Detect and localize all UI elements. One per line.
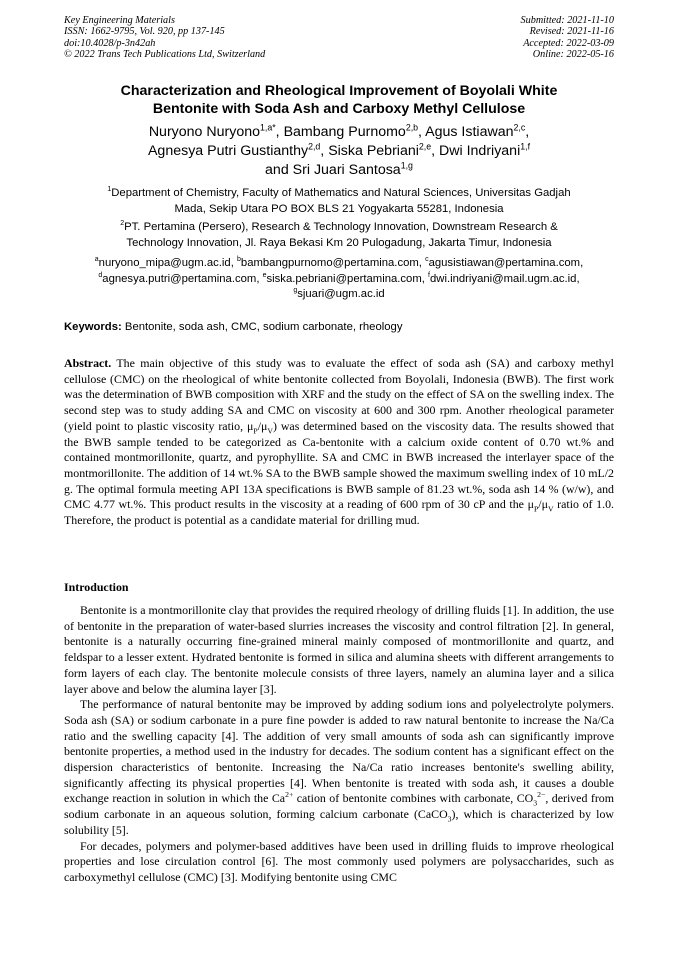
affiliation-text: PT. Pertamina (Persero), Research & Technology Innovation, Downstream Research & xyxy=(124,221,558,233)
abstract-text: /μ xyxy=(257,418,268,433)
abstract-sub: V xyxy=(267,426,273,436)
keywords xyxy=(64,320,614,335)
email-sep: , xyxy=(418,257,426,269)
subscript: 3 xyxy=(447,814,452,824)
paragraph-text: ), which is characterized by low solubility [5]. xyxy=(64,807,615,837)
email-link[interactable]: agusistiawan@pertamina.com, xyxy=(428,257,584,269)
abstract-sub: P xyxy=(253,426,258,436)
email-link[interactable]: siska.pebriani@pertamina.com xyxy=(266,272,422,285)
email-sep: , xyxy=(256,272,263,285)
abstract-sub: V xyxy=(547,504,554,514)
abstract-label: Abstract. xyxy=(64,356,112,370)
superscript: 2+ xyxy=(285,790,294,800)
email-sup: c xyxy=(425,256,429,264)
email-sep: , xyxy=(421,272,429,285)
journal-name: Key Engineering Materials xyxy=(64,15,175,26)
date-accepted: Accepted: 2022-03-09 xyxy=(523,37,614,49)
date-submitted: Submitted: 2021-11-10 xyxy=(520,15,614,26)
author-name: Bambang Purnomo xyxy=(283,124,406,140)
author-sep: , xyxy=(320,143,329,159)
paragraph: For decades, polymers and polymer-based additives have been used in drilling fluids to improve rheological properties and lose circulation control [6]. The most commonly used polymers are polysaccharides, such as carboxymethyl cellulose (CMC) [3]. Modifying bentonite using CMC xyxy=(64,838,614,884)
email-sep: , xyxy=(230,257,237,269)
email-sup: g xyxy=(293,287,298,295)
abstract xyxy=(64,356,614,529)
email-line-1 xyxy=(60,256,618,272)
email-sup: b xyxy=(237,256,241,264)
superscript: 2− xyxy=(537,790,546,800)
title-line-1: Characterization and Rheological Improvement of Boyolali White xyxy=(120,83,558,99)
affiliation-text: Department of Chemistry, Faculty of Mathematics and Natural Sciences, Universitas Gadjah xyxy=(111,187,571,199)
author-sep: , xyxy=(418,124,426,140)
journal-issn: ISSN: 1662-9795, Vol. 920, pp 137-145 xyxy=(64,26,225,38)
subscript: 3 xyxy=(533,798,538,808)
keywords-text: Bentonite, soda ash, CMC, sodium carbonate, rheology xyxy=(121,321,403,333)
author-name: Dwi Indriyani xyxy=(439,143,521,159)
email-sup: e xyxy=(262,271,267,279)
email-link[interactable]: bambangpurnomo@pertamina.com xyxy=(240,257,419,269)
abstract-text: /μ xyxy=(538,497,548,512)
journal-copyright: © 2022 Trans Tech Publications Ltd, Switzerland xyxy=(64,49,266,61)
author-line-1 xyxy=(64,123,614,142)
email-sup: f xyxy=(428,271,430,279)
dates-header xyxy=(521,15,614,61)
author-name: and Sri Juari Santosa xyxy=(265,162,401,178)
author-name: Agus Istiawan xyxy=(425,124,514,140)
journal-header xyxy=(64,15,265,61)
affiliation-line: Technology Innovation, Jl. Raya Bekasi Km 20 Pulogadung, Jakarta Timur, Indonesia xyxy=(126,236,552,249)
email-line-3 xyxy=(60,287,618,303)
author-name: Siska Pebriani xyxy=(328,143,419,159)
abstract-sub: P xyxy=(533,504,539,514)
author-sup: 2,c xyxy=(513,122,526,133)
author-list xyxy=(64,123,614,180)
paragraph xyxy=(64,697,614,838)
email-link[interactable]: agnesya.putri@pertamina.com xyxy=(102,272,257,285)
journal-doi: doi:10.4028/p-3n42ah xyxy=(64,37,156,49)
email-link[interactable]: sjuari@ugm.ac.id xyxy=(297,288,385,300)
section-heading-introduction: Introduction xyxy=(64,580,129,594)
date-revised: Revised: 2021-11-16 xyxy=(529,26,614,38)
author-sup: 1,g xyxy=(400,160,413,171)
affiliation-sup: 1 xyxy=(107,186,112,194)
email-line-2 xyxy=(60,272,618,288)
author-sep: , xyxy=(525,124,530,140)
abstract-text: The main objective of this study was to evaluate the effect of soda ash (SA) and carboxy methyl cellulose (CMC) on the rheological of white bentonite collected from Boyolali, Indonesia (BWB). The first work was the determination of BWB composition with XRF and the study on the effect of SA on the swelling index. The second step was to study adding SA and CMC on viscosity at 600 and 300 rpm. Another rheological parameter (yield point to plastic viscosity ratio, μ xyxy=(64,356,614,433)
affiliation-2 xyxy=(64,220,614,251)
author-sup: 1,a* xyxy=(260,122,276,133)
introduction-body xyxy=(64,603,614,886)
paragraph-text: cation of bentonite combines with carbonate, CO xyxy=(293,791,534,806)
author-line-2 xyxy=(64,142,614,161)
author-line-3 xyxy=(64,161,614,180)
author-sup: 2,b xyxy=(405,122,419,133)
affiliation-sup: 2 xyxy=(120,220,125,228)
date-online: Online: 2022-05-16 xyxy=(532,49,614,61)
affiliation-line xyxy=(64,220,614,236)
affiliation-line xyxy=(64,186,614,202)
abstract-text: ) was determined based on the viscosity data. The results showed that the BWB sample tended to be categorized as Ca-bentonite with a calcium oxide content of 0.70 wt.% and contained montmorillonite, quartz, and pyrophyllite. SA and CMC in BWB increased the interlayer space of the montmorillonite. The addition of 14 wt.% SA to the BWB sample showed the maximum swelling index of 10 mL/2 g. The optimal formula meeting API 13A specifications is BWB sample of 81.23 wt.%, soda ash 14 % (w/w), and CMC 4.77 wt.%. This product results in the viscosity at a reading of 600 rpm of 30 cP and the μ xyxy=(64,418,615,512)
keywords-label: Keywords: xyxy=(64,321,122,333)
affiliation-1 xyxy=(64,186,614,217)
paragraph: Bentonite is a montmorillonite clay that provides the required rheology of drilling fluids [1]. In addition, the use of bentonite in the preparation of water-based slurries increases the viscosity and control filtration [2]. In general, bentonite is a naturally occurring fine-grained mineral mainly composed of montmorillonite and quartz, and feldspar to a lesser extent. Hydrated bentonite is formed in silica and alumina sheets with different arrangements to form layers of each clay. The bentonite molecule consists of three layers, namely an alumina layer and a silica layer above and below the alumina layer [3]. xyxy=(64,603,614,696)
author-sup: 1,f xyxy=(520,141,531,152)
email-sup: a xyxy=(94,256,99,264)
author-name: Agnesya Putri Gustianthy xyxy=(147,143,309,159)
paper-title xyxy=(64,82,614,118)
author-sep: , xyxy=(275,124,284,140)
email-link[interactable]: nuryono_mipa@ugm.ac.id xyxy=(98,257,231,269)
author-emails xyxy=(60,256,618,303)
title-line-2: Bentonite with Soda Ash and Carboxy Methyl Cellulose xyxy=(152,101,526,117)
email-sup: d xyxy=(98,271,103,279)
email-link[interactable]: dwi.indriyani@mail.ugm.ac.id, xyxy=(430,272,580,285)
author-sep: , xyxy=(431,143,440,159)
paragraph-text: The performance of natural bentonite may be improved by adding sodium ions and polyelectrolyte polymers. Soda ash (SA) or sodium carbonate in a pure fine powder is added to raw natural bentonite to increase the Na/Ca ratio and the swelling capacity [4]. The addition of very small amounts of soda ash can significantly improve bentonite properties, a method used in the industry for decades. The sodium content has a significant effect on the dispersion characteristics of bentonite. Increasing the Na/Ca ratio increases bentonite's swelling ability, significantly affecting its physical properties [4]. When bentonite is treated with soda ash, it causes a double exchange reaction in solution in which the Ca xyxy=(64,697,614,806)
abstract-text: ratio of 1.0. Therefore, the product is potential as a candidate material for drilling mud. xyxy=(64,497,614,528)
paragraph-text: , derived from sodium carbonate in an aqueous solution, forming calcium carbonate (CaCO xyxy=(64,791,614,822)
author-sup: 2,e xyxy=(418,141,432,152)
author-name: Nuryono Nuryono xyxy=(148,124,261,140)
affiliation-line: Mada, Sekip Utara PO BOX BLS 21 Yogyakarta 55281, Indonesia xyxy=(174,202,504,215)
author-sup: 2,d xyxy=(308,141,321,152)
